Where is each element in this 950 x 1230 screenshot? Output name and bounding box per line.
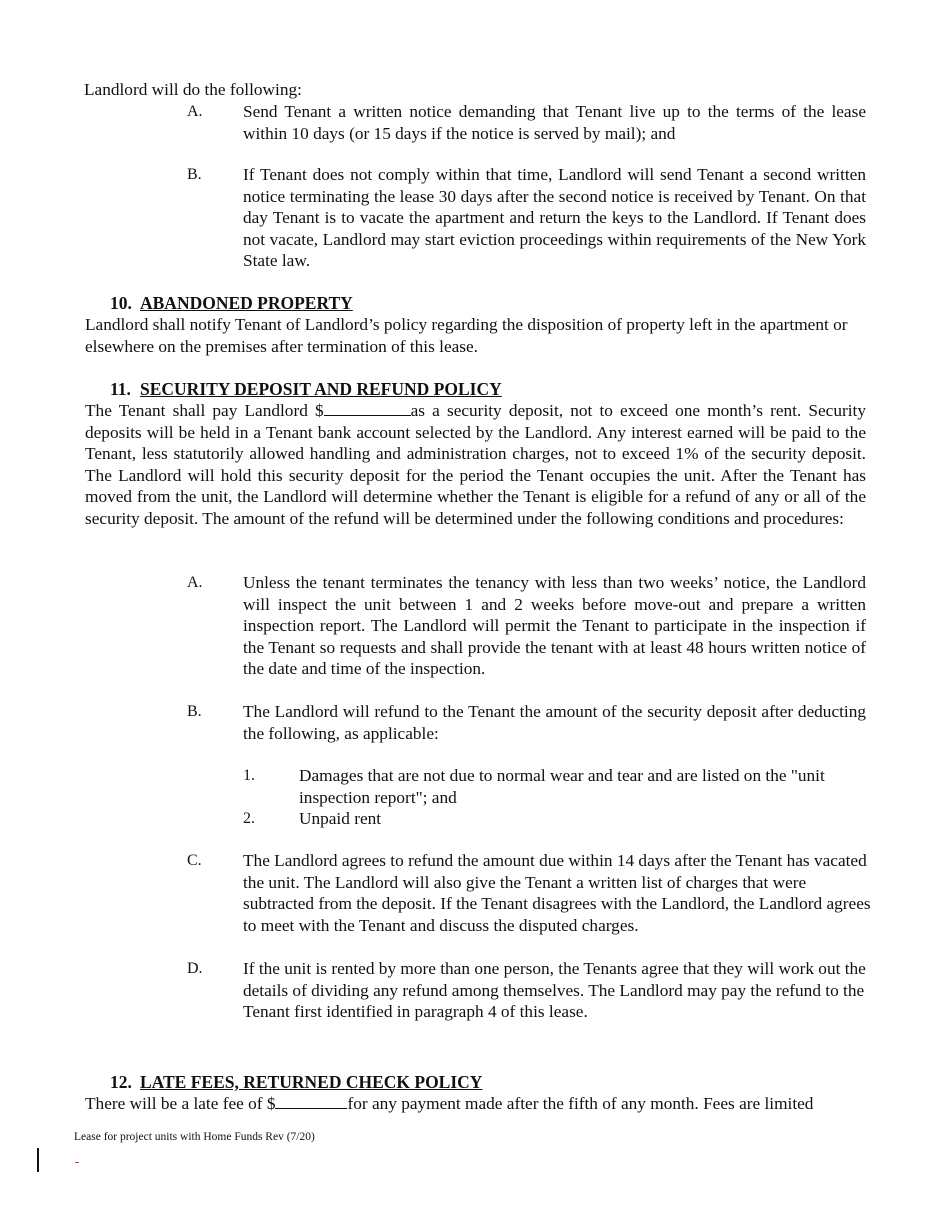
security-deposit-amount-blank [324,401,411,416]
deposit-item-d-text: If the unit is rented by more than one person, the Tenants agree that they will work out the details of dividing any refund among themselves. The Landlord may pay the refund to the Tenant first identified in paragraph 4 of this lease. [243,959,866,1022]
deduction-item-1-label: 1. [243,767,255,784]
notice-item-b-label: B. [187,166,202,183]
page-footer: Lease for project units with Home Funds Rev (7/20) [74,1131,315,1143]
section-12-number: 12. [110,1072,132,1092]
deposit-item-a-label: A. [187,574,203,591]
deposit-item-b-text: The Landlord will refund to the Tenant the amount of the security deposit after deducting the following, as applicable: [243,702,866,743]
section-11-heading [110,378,502,400]
deduction-item-2-text: Unpaid rent [299,809,382,828]
section-12-title: LATE FEES, RETURNED CHECK POLICY [140,1072,483,1092]
section-11-body-rest: as a security deposit, not to exceed one month’s rent. Security deposits will be held in a Tenant bank account selected by the Landlord. Any interest earned will be paid to the Tenant, less statutorily allowed handling and administration charges, not to exceed 1% of the security deposit. The Landlord will hold this security deposit for the period the Tenant occupies the unit. After the Tenant has moved from the unit, the Landlord will determine whether the Tenant is eligible for a refund of any or all of the security deposit. The amount of the refund will be determined under the following conditions and procedures: [85,401,866,528]
text-cursor-bar [37,1148,39,1172]
section-10-title: ABANDONED PROPERTY [140,293,353,313]
deduction-item-2-label: 2. [243,810,255,827]
section-10-body: Landlord shall notify Tenant of Landlord’s policy regarding the disposition of property left in the apartment or elsewhere on the premises after termination of this lease. [85,315,848,356]
section-12-body-rest: for any payment made after the fifth of any month. Fees are limited [347,1094,814,1113]
revision-mark [75,1162,79,1163]
deposit-item-b-label: B. [187,703,202,720]
intro-text: Landlord will do the following: [84,80,302,99]
deposit-item-c-text: The Landlord agrees to refund the amount due within 14 days after the Tenant has vacated the unit. The Landlord will also give the Tenant a written list of charges that were subtracted from the deposit. If the Tenant disagrees with the Landlord, the Landlord agrees to meet with the Tenant and discuss the disputed charges. [243,851,871,935]
notice-item-a-label: A. [187,103,203,120]
section-12-body-start: There will be a late fee of $ [85,1094,276,1113]
section-12-body [85,1093,885,1115]
section-10-number: 10. [110,293,132,313]
notice-item-b-text: If Tenant does not comply within that time, Landlord will send Tenant a second written notice terminating the lease 30 days after the second notice is received by Tenant. On that day Tenant is to vacate the apartment and return the keys to the Landlord. If Tenant does not vacate, Landlord may start eviction proceedings within requirements of the New York State law. [243,165,866,271]
section-11-body-start: The Tenant shall pay Landlord $ [85,401,324,420]
deposit-item-d-label: D. [187,960,203,977]
section-12-heading [110,1071,482,1093]
section-11-title: SECURITY DEPOSIT AND REFUND POLICY [140,379,502,399]
section-11-number: 11. [110,379,131,399]
section-11-body [85,400,866,530]
notice-item-a-text: Send Tenant a written notice demanding that Tenant live up to the terms of the lease within 10 days (or 15 days if the notice is served by mail); and [243,102,866,143]
deposit-item-c-label: C. [187,852,202,869]
deposit-item-a-text: Unless the tenant terminates the tenancy with less than two weeks’ notice, the Landlord will inspect the unit between 1 and 2 weeks before move-out and prepare a written inspection report. The Landlord will permit the Tenant to participate in the inspection if the Tenant so requests and shall provide the tenant with at least 48 hours written notice of the date and time of the inspection. [243,573,866,679]
deduction-item-1-text: Damages that are not due to normal wear and tear and are listed on the "unit inspection report"; and [299,766,825,807]
section-10-heading [110,292,353,314]
late-fee-amount-blank [275,1094,347,1109]
